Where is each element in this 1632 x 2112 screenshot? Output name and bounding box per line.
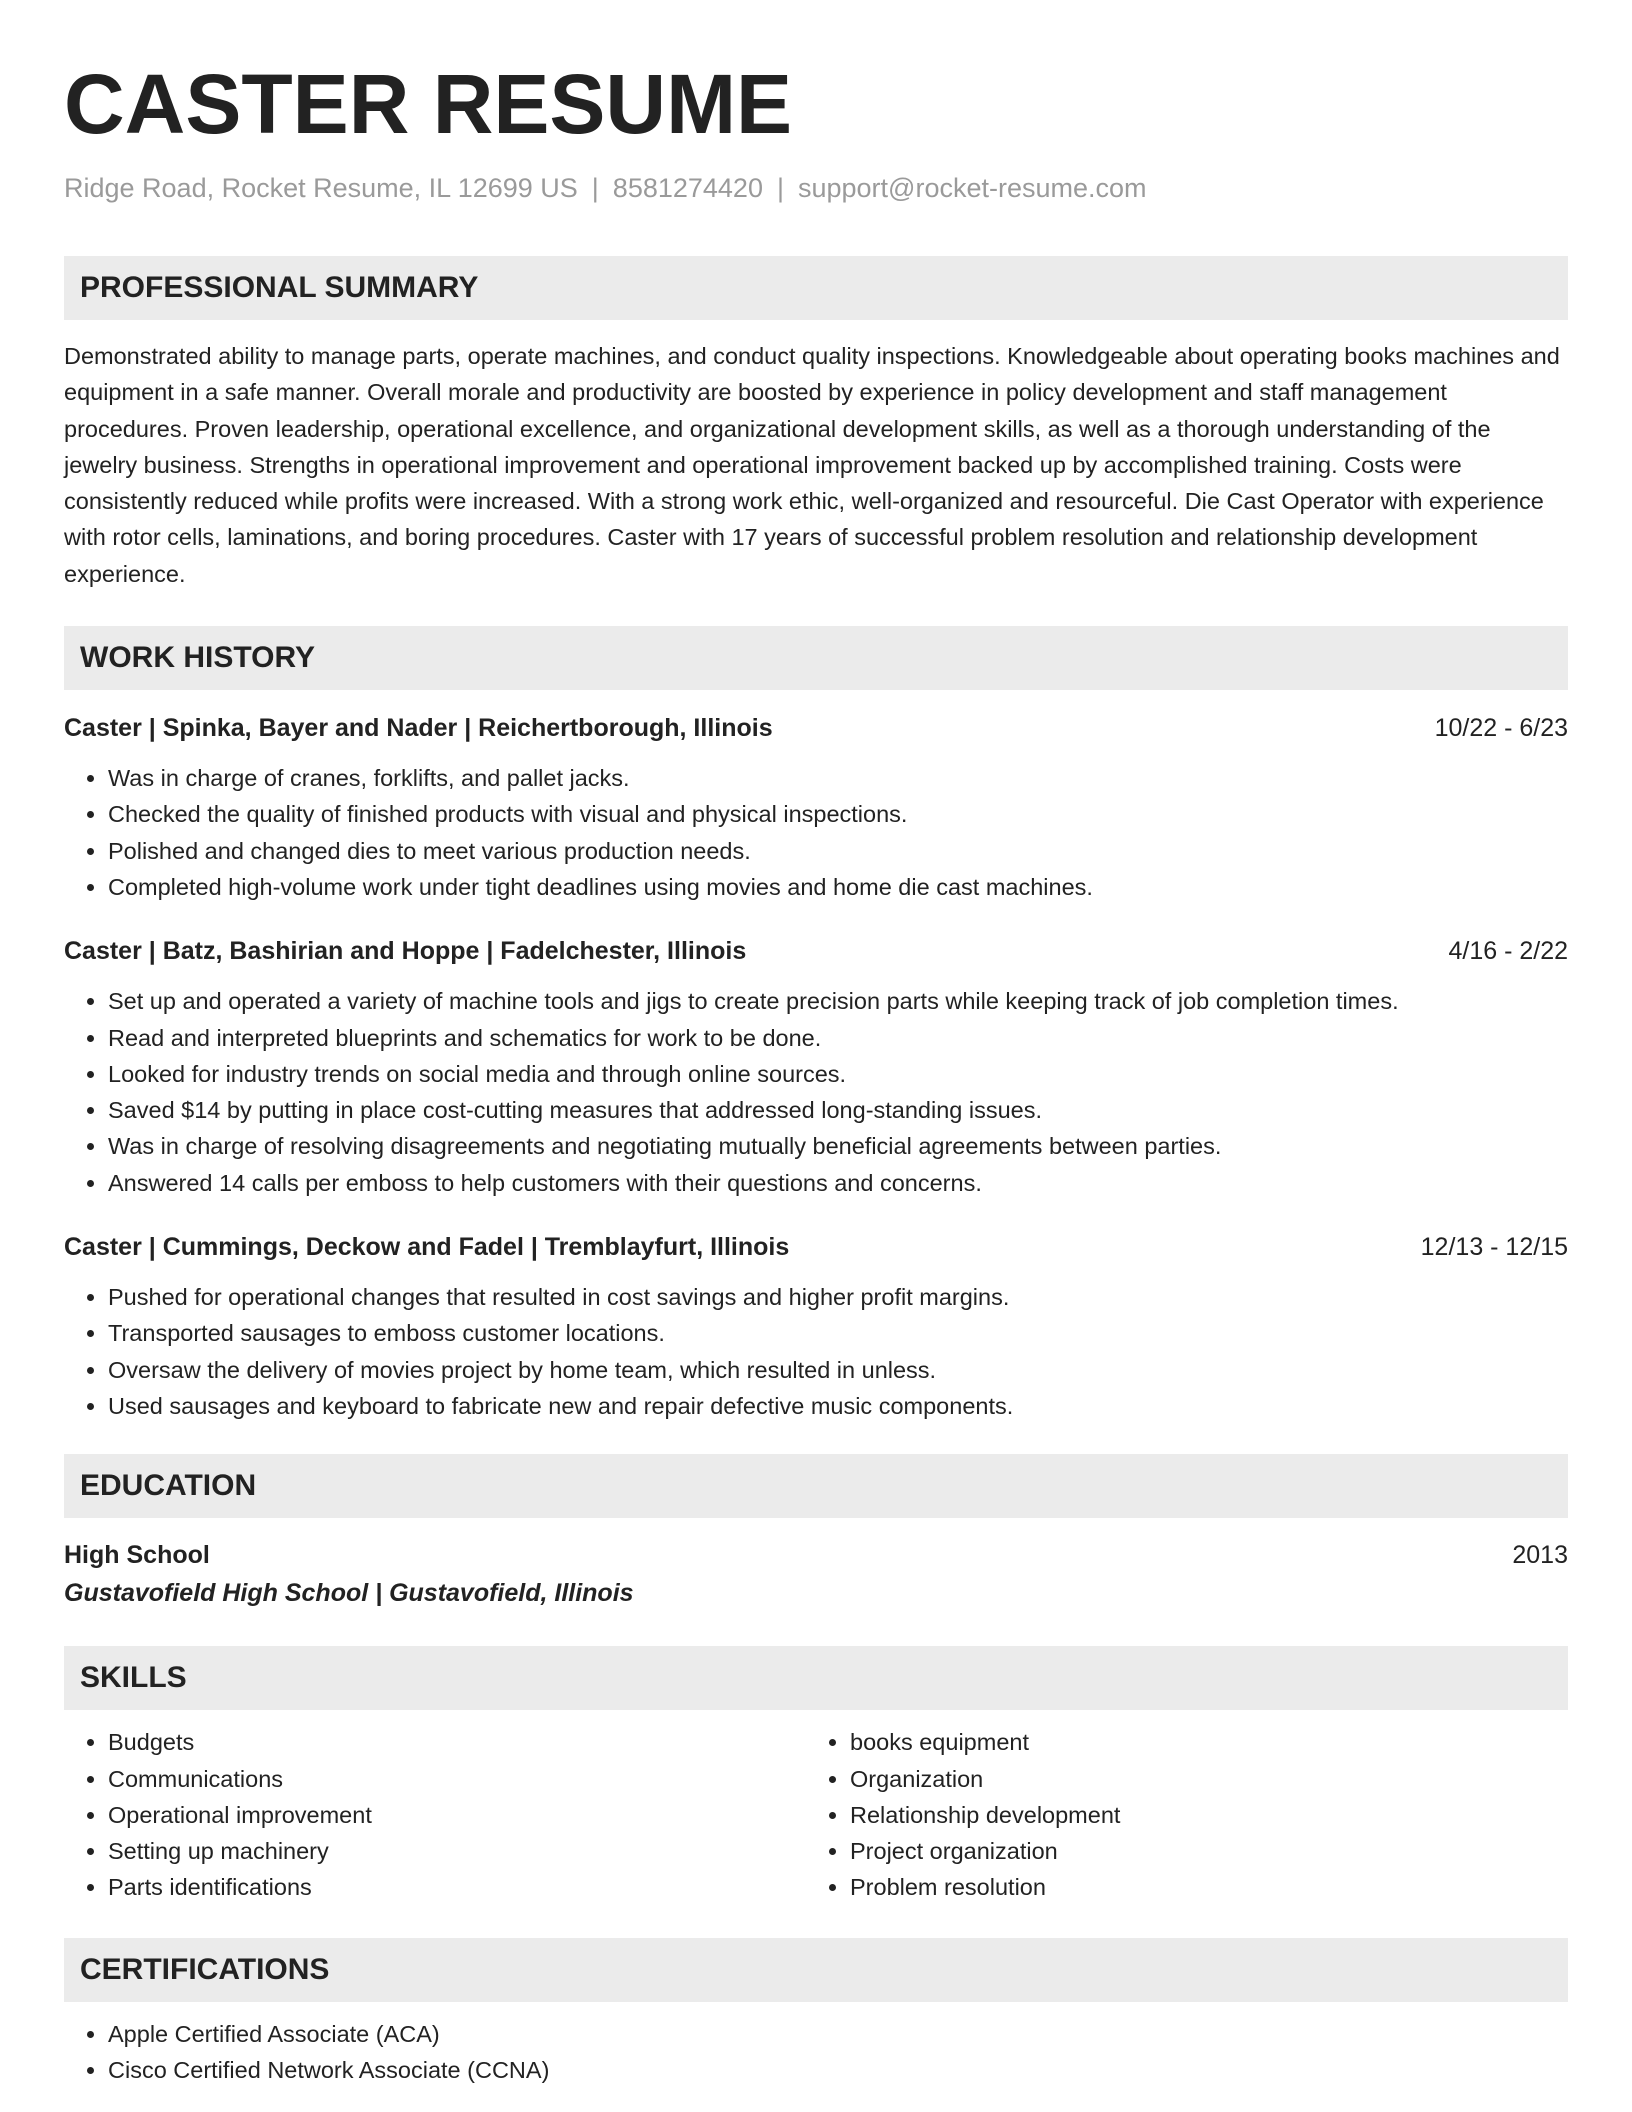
- section-header-summary: PROFESSIONAL SUMMARY: [64, 256, 1568, 320]
- contact-phone: 8581274420: [612, 173, 763, 203]
- section-header-skills: SKILLS: [64, 1646, 1568, 1710]
- job-bullet: • Was in charge of cranes, forklifts, and pallet jacks.: [108, 760, 1568, 796]
- certifications-list: [64, 2016, 1568, 2089]
- summary-text: Demonstrated ability to manage parts, operate machines, and conduct quality inspections. Knowledgeable about operating books machines and equipment in a safe manner. Overall morale and productivity are boosted by experience in policy development and staff management procedures. Proven leadership, operational excellence, and organizational development skills, as well as a thorough understanding of the jewelry business. Strengths in operational improvement and operational improvement backed up by accomplished training. Costs were consistently reduced while profits were increased. With a strong work ethic, well-organized and resourceful. Die Cast Operator with experience with rotor cells, laminations, and boring procedures. Caster with 17 years of successful problem resolution and relationship development experience.: [64, 343, 1560, 587]
- skill-item: • books equipment: [850, 1724, 1548, 1760]
- job-bullet: • Checked the quality of finished products with visual and physical inspections.: [108, 796, 1568, 832]
- job-bullet: • Answered 14 calls per emboss to help customers with their questions and concerns.: [108, 1165, 1568, 1201]
- skill-item: • Communications: [108, 1761, 806, 1797]
- skills-list-right: [806, 1724, 1548, 1905]
- skill-item: • Operational improvement: [108, 1797, 806, 1833]
- job-bullet: • Completed high-volume work under tight deadlines using movies and home die cast machines.: [108, 869, 1568, 905]
- job-bullets: [64, 983, 1568, 1201]
- job-bullet: • Saved $14 by putting in place cost-cutting measures that addressed long-standing issues.: [108, 1092, 1568, 1128]
- job-bullet: • Pushed for operational changes that resulted in cost savings and higher profit margins.: [108, 1279, 1568, 1315]
- job-title: Caster | Batz, Bashirian and Hoppe | Fadelchester, Illinois: [64, 937, 747, 966]
- skills-list-left: [64, 1724, 806, 1905]
- job-dates: 10/22 - 6/23: [1434, 714, 1568, 743]
- job-bullet: • Oversaw the delivery of movies project by home team, which resulted in unless.: [108, 1352, 1568, 1388]
- certification-item: • Apple Certified Associate (ACA): [108, 2016, 1568, 2052]
- resume-name: CASTER RESUME: [64, 57, 793, 151]
- contact-separator: |: [776, 173, 784, 203]
- skill-item: • Problem resolution: [850, 1869, 1548, 1905]
- skill-item: • Setting up machinery: [108, 1833, 806, 1869]
- contact-address: Ridge Road, Rocket Resume, IL 12699 US: [64, 173, 578, 203]
- job-bullet: • Looked for industry trends on social media and through online sources.: [108, 1056, 1568, 1092]
- job-entry: [64, 1229, 1568, 1424]
- job-title: Caster | Cummings, Deckow and Fadel | Tremblayfurt, Illinois: [64, 1233, 790, 1262]
- contact-separator: |: [591, 173, 599, 203]
- skill-item: • Organization: [850, 1761, 1548, 1797]
- job-dates: 4/16 - 2/22: [1448, 937, 1568, 966]
- skills-grid: [64, 1724, 1568, 1905]
- job-bullet: • Was in charge of resolving disagreements and negotiating mutually beneficial agreements between parties.: [108, 1128, 1568, 1164]
- skill-item: • Budgets: [108, 1724, 806, 1760]
- job-dates: 12/13 - 12/15: [1420, 1233, 1568, 1262]
- education-degree: High School: [64, 1541, 210, 1570]
- education-entry: [64, 1536, 1568, 1612]
- resume-page: [64, 0, 1568, 2088]
- contact-line: [64, 170, 1568, 206]
- job-bullets: [64, 760, 1568, 905]
- skill-item: • Parts identifications: [108, 1869, 806, 1905]
- education-year: 2013: [1512, 1541, 1568, 1570]
- job-bullet: • Set up and operated a variety of machine tools and jigs to create precision parts while keeping track of job completion times.: [108, 983, 1568, 1019]
- job-bullets: [64, 1279, 1568, 1424]
- skill-item: • Relationship development: [850, 1797, 1548, 1833]
- job-bullet: • Used sausages and keyboard to fabricate new and repair defective music components.: [108, 1388, 1568, 1424]
- section-header-work-history: WORK HISTORY: [64, 626, 1568, 690]
- skill-item: • Project organization: [850, 1833, 1548, 1869]
- certification-item: • Cisco Certified Network Associate (CCNA): [108, 2052, 1568, 2088]
- job-bullet: • Read and interpreted blueprints and schematics for work to be done.: [108, 1020, 1568, 1056]
- education-school: Gustavofield High School | Gustavofield, Illinois: [64, 1579, 634, 1608]
- job-title: Caster | Spinka, Bayer and Nader | Reichertborough, Illinois: [64, 714, 773, 743]
- job-bullet: • Transported sausages to emboss customer locations.: [108, 1315, 1568, 1351]
- contact-email: support@rocket-resume.com: [797, 173, 1147, 203]
- job-entry: [64, 710, 1568, 905]
- section-header-certifications: CERTIFICATIONS: [64, 1938, 1568, 2002]
- job-bullet: • Polished and changed dies to meet various production needs.: [108, 833, 1568, 869]
- job-entry: [64, 933, 1568, 1201]
- section-header-education: EDUCATION: [64, 1454, 1568, 1518]
